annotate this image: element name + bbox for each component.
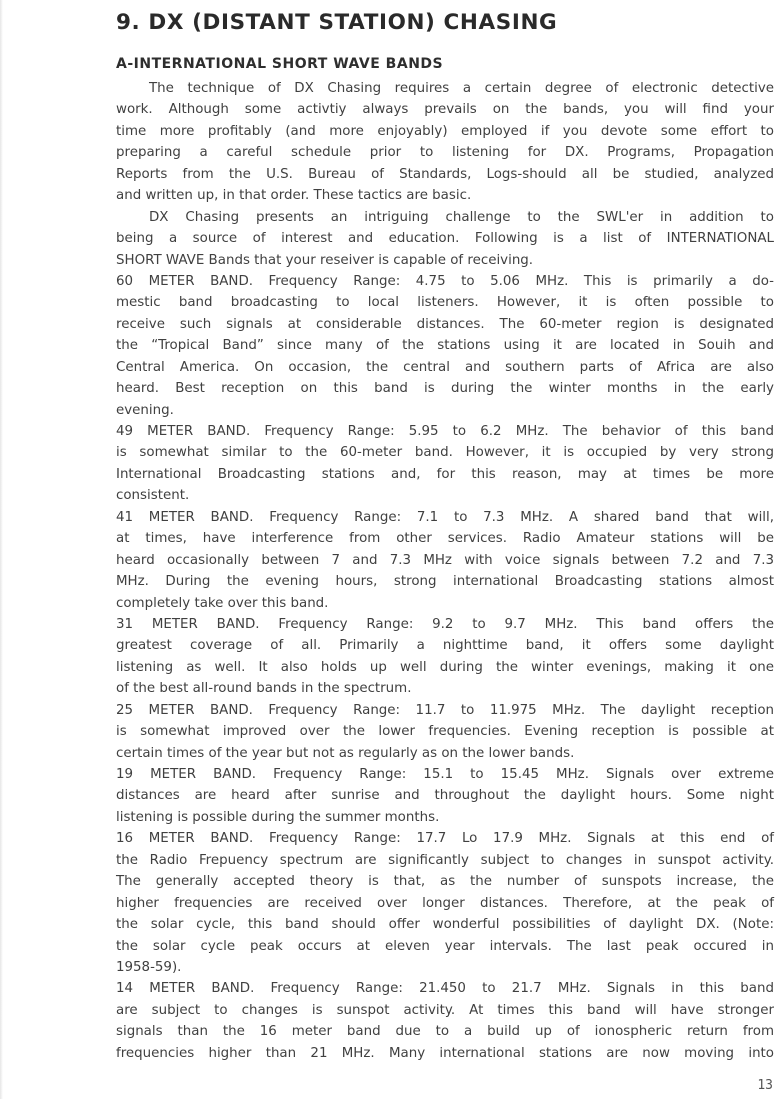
text-line: the solar cycle peak occurs at eleven year intervals. The last peak occured in [116,938,774,954]
text-line: work. Although some activtiy always prevails on the bands, you will find your [116,102,774,118]
text-line: evening. [116,402,174,418]
text-line: preparing a careful schedule prior to listening for DX. Programs, Propagation [116,145,774,161]
text-line: heard occasionally between 7 and 7.3 MHz with voice signals between 7.2 and 7.3 [116,552,774,568]
text-line: 1958-59). [116,959,182,975]
text-line: time more profitably (and more enjoyably) employed if you devote some effort to [116,123,774,139]
section-title: A-INTERNATIONAL SHORT WAVE BANDS [116,56,444,72]
text-line: consistent. [116,488,190,504]
text-line: frequencies higher than 21 MHz. Many international stations are now moving into [116,1045,774,1061]
text-line: being a source of interest and education. Following is a list of INTERNATIONAL [116,231,774,247]
text-line: of the best all-round bands in the spectrum. [116,681,412,697]
page-number: 13 [757,1078,773,1093]
chapter-title: 9. DX (DISTANT STATION) CHASING [116,10,558,35]
text-line: the Radio Frepuency spectrum are significantly subject to changes in sunspot activity. [116,852,774,868]
text-line: higher frequencies are received over longer distances. Therefore, at the peak of [116,895,774,911]
text-line: 31 METER BAND. Frequency Range: 9.2 to 9.7 MHz. This band offers the [116,616,774,632]
text-line: and written up, in that order. These tactics are basic. [116,188,472,204]
text-line: are subject to changes is sunspot activity. At times this band will have stronger [116,1002,774,1018]
text-line: the “Tropical Band” since many of the stations using it are located in Souih and [116,338,774,354]
text-line: The technique of DX Chasing requires a certain degree of electronic detective [149,81,774,96]
text-line: 60 METER BAND. Frequency Range: 4.75 to 5.06 MHz. This is primarily a do- [116,273,774,289]
text-line: 25 METER BAND. Frequency Range: 11.7 to 11.975 MHz. The daylight reception [116,702,774,718]
text-line: MHz. During the evening hours, strong international Broadcasting stations almost [116,574,774,590]
text-line: Central America. On occasion, the central and southern parts of Africa are also [116,359,774,375]
text-line: at times, have interference from other services. Radio Amateur stations will be [116,531,774,547]
text-line: mestic band broadcasting to local listeners. However, it is often possible to [116,295,774,311]
text-line: 16 METER BAND. Frequency Range: 17.7 Lo 17.9 MHz. Signals at this end of [116,831,774,847]
text-line: receive such signals at considerable distances. The 60-meter region is designated [116,316,774,332]
text-line: heard. Best reception on this band is during the winter months in the early [116,381,774,397]
text-line: greatest coverage of all. Primarily a nighttime band, it offers some daylight [116,638,774,654]
text-line: 49 METER BAND. Frequency Range: 5.95 to 6.2 MHz. The behavior of this band [116,424,774,439]
text-line: International Broadcasting stations and, for this reason, may at times be more [116,466,774,482]
text-line: distances are heard after sunrise and throughout the daylight hours. Some night [116,788,774,804]
text-line: completely take over this band. [116,595,329,611]
text-line: 41 METER BAND. Frequency Range: 7.1 to 7.3 MHz. A shared band that will, [116,509,774,525]
text-line: is somewhat improved over the lower frequencies. Evening reception is possible at [116,724,774,740]
text-line: SHORT WAVE Bands that your reseiver is capable of receiving. [116,252,534,268]
text-line: The generally accepted theory is that, as the number of sunspots increase, the [116,874,774,890]
text-line: 14 METER BAND. Frequency Range: 21.450 to 21.7 MHz. Signals in this band [116,981,774,997]
page-binding-edge [0,0,3,1099]
text-line: listening as well. It also holds up well during the winter evenings, making it one [116,659,774,675]
text-line: is somewhat similar to the 60-meter band. However, it is occupied by very strong [116,445,774,461]
text-line: the solar cycle, this band should offer wonderful possibilities of daylight DX. (Note: [116,917,774,933]
text-line: 19 METER BAND. Frequency Range: 15.1 to 15.45 MHz. Signals over extreme [116,767,774,782]
text-line: signals than the 16 meter band due to a build up of ionospheric return from [116,1024,774,1040]
text-line: Reports from the U.S. Bureau of Standards, Logs-should all be studied, analyzed [116,166,774,182]
text-line: DX Chasing presents an intriguing challenge to the SWL'er in addition to [149,209,774,225]
text-line: listening is possible during the summer months. [116,809,440,825]
body-text [116,78,774,1064]
text-line: certain times of the year but not as regularly as on the lower bands. [116,745,575,761]
